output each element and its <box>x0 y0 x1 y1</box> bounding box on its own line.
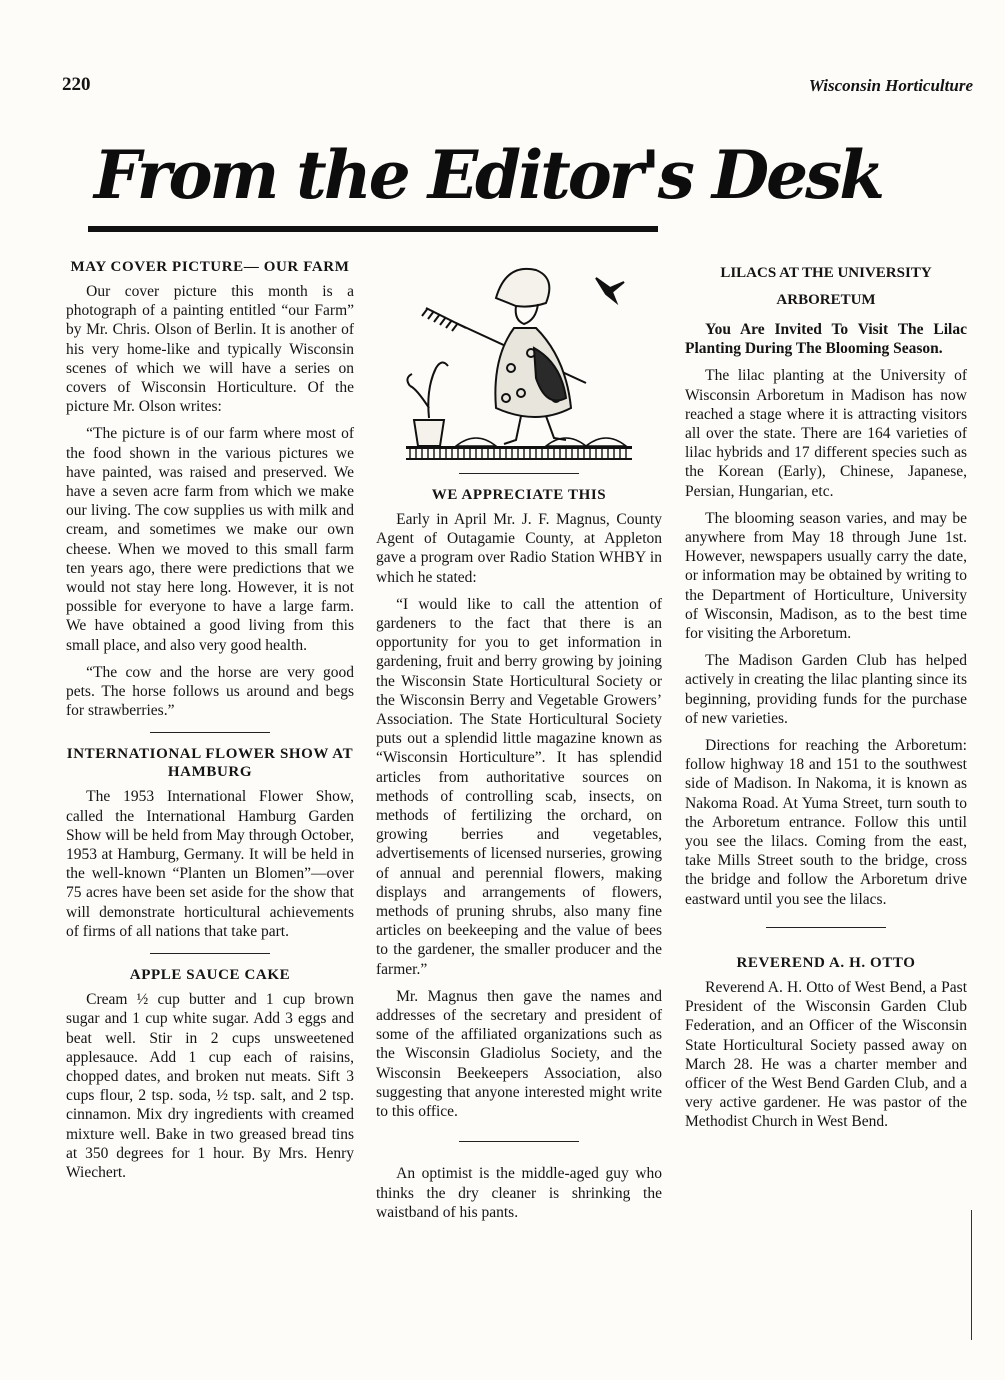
appreciate-paragraph-3: Mr. Magnus then gave the names and addresses of the secretary and president of some of the affiliated organizations such as the Wisconsin Gladiolus Society, and the Wisconsin Beekeepers Association, also suggesting that anyone interested might write to this office. <box>376 987 662 1121</box>
cover-paragraph-1: Our cover picture this month is a photograph of a painting entitled “our Farm” by Mr. Chris. Olson of Berlin. It is another of his very home-like and typically Wisconsin scenes of which we will have a series on covers of Wisconsin Horticulture. Of the picture Mr. Olson writes: <box>66 283 354 416</box>
lilacs-paragraph-2: The blooming season varies, and may be anywhere from May 18 through June 1st. However, newspapers usually carry the date, or information may be obtained by writing to the Department of Horticulture, University of Wisconsin, Madison, as to the best time for visiting the Arboretum. <box>685 509 967 643</box>
page-number: 220 <box>62 74 91 95</box>
cover-paragraph-3: “The cow and the horse are very good pets. The horse follows us around and begs for strawberries.” <box>66 663 354 720</box>
otto-heading: REVEREND A. H. OTTO <box>736 954 916 971</box>
cover-paragraph-2: “The picture is of our farm where most of the food shown in the various pictures we have painted, was raised and preserved. We have a seven acre farm from which we make our living. The cow supplies us with milk and cream, and sometimes we make our own cheese. When we moved to this small farm ten years ago, there were predictions that we would not stay here long. However, it is not possible for everyone to have a large farm. We have obtained a good living from this small place, and also very good health. <box>66 425 354 654</box>
optimist-quip: An optimist is the middle-aged guy who thinks the dry cleaner is shrinking the waistband of his pants. <box>376 1165 662 1221</box>
edge-rule <box>971 1210 972 1340</box>
masthead-rule <box>88 226 658 232</box>
gardener-girl-illustration <box>396 258 642 463</box>
cake-heading: APPLE SAUCE CAKE <box>129 967 291 984</box>
appreciate-paragraph-2: “I would like to call the attention of gardeners to the fact that there is an opportunity for you to get information in gardening, fruit and berry growing by joining the Wisconsin State Horticultural Society or the Wisconsin Berry and Vegetable Growers’ Association. The State Horticultural Society puts out a splendid little magazine known as “Wisconsin Horticulture”. It has splendid articles from authoritative sources on methods of controlling scab, insects, on methods of fertilizing the orchard, on growing berries and vegetables, advertisements of licensed nurseries, growing of annual and perennial flowers, making displays and arrangements of flowers, methods of pruning shrubs, also many fine articles on beekeeping and the value of bees to the gardener, the smaller producer and the farmer.” <box>376 595 662 978</box>
lilacs-invitation: You Are Invited To Visit The Lilac Planting During The Blooming Season. <box>685 321 967 358</box>
flower-show-paragraph: The 1953 International Flower Show, called the International Hamburg Garden Show will be held from May through October, 1953 at Hamburg, Germany. It will be held in the well-known “Planten un Blomen”—over 75 acres have been set aside for the show that will demonstrate horticultural achievements of firms of all nations that take part. <box>66 788 354 940</box>
masthead-title: From the Editor's Desk <box>94 136 883 214</box>
cover-heading: MAY COVER PICTURE— OUR FARM <box>70 259 350 275</box>
divider <box>459 473 579 474</box>
cake-recipe: Cream ½ cup butter and 1 cup brown sugar and 1 cup white sugar. Add 3 eggs and beat well. Stir in 2 cups unsweetened applesauce. Add 1 cup each of raisins, chopped dates, and broken nut meats. Sift 3 cups flour, 2 tsp. soda, ½ tsp. salt, and 2 tsp. cinnamon. Mix dry ingredients with creamed mixture well. Bake in two greased bread tins at 350 degrees for 1 hour. By Mrs. Henry Wiechert. <box>66 991 354 1181</box>
flower-show-heading: INTERNATIONAL FLOWER SHOW AT HAMBURG <box>66 746 354 781</box>
lilacs-directions: Directions for reaching the Arboretum: follow highway 18 and 151 to the southwest side of Madison. In Nakoma, it is known as Nakoma Road. At Yuma Street, turn south to the Arboretum entrance. Follow this until you see the lilacs. Coming from the east, take Mills Street south to the bridge, cross the bridge and follow the Arboretum drive eastward until you see the lilacs. <box>685 737 967 908</box>
lilacs-paragraph-3: The Madison Garden Club has helped actively in creating the lilac planting since its beginning, providing funds for the purchase of new varieties. <box>685 652 967 727</box>
otto-paragraph: Reverend A. H. Otto of West Bend, a Past President of the Wisconsin Garden Club Federation, and an Officer of the Wisconsin State Horticultural Society passed away on March 28. He was a charter member and officer of the West Bend Garden Club, and a very active gardener. He was pastor of the Methodist Church in West Bend. <box>685 978 967 1131</box>
divider <box>150 732 270 733</box>
appreciate-heading: WE APPRECIATE THIS <box>431 487 607 503</box>
appreciate-paragraph-1: Early in April Mr. J. F. Magnus, County Agent of Outagamie County, at Appleton gave a program over Radio Station WHBY in which he stated: <box>376 511 662 586</box>
lilacs-heading: LILACS AT THE UNIVERSITY ARBORETUM <box>720 265 932 308</box>
lilacs-paragraph-1: The lilac planting at the University of Wisconsin Arboretum in Madison has now reached a stage where it is attracting visitors all over the state. There are 164 varieties of lilac hybrids and 17 different species such as the Korean (Early), Chinese, Japanese, Persian, Hungarian, etc. <box>685 367 967 500</box>
journal-title: Wisconsin Horticulture <box>808 76 973 95</box>
divider <box>766 927 886 928</box>
column-left <box>66 258 354 1190</box>
masthead <box>88 128 883 240</box>
divider <box>459 1141 579 1142</box>
column-middle <box>376 258 662 1230</box>
column-right <box>685 258 967 1140</box>
divider <box>150 953 270 954</box>
